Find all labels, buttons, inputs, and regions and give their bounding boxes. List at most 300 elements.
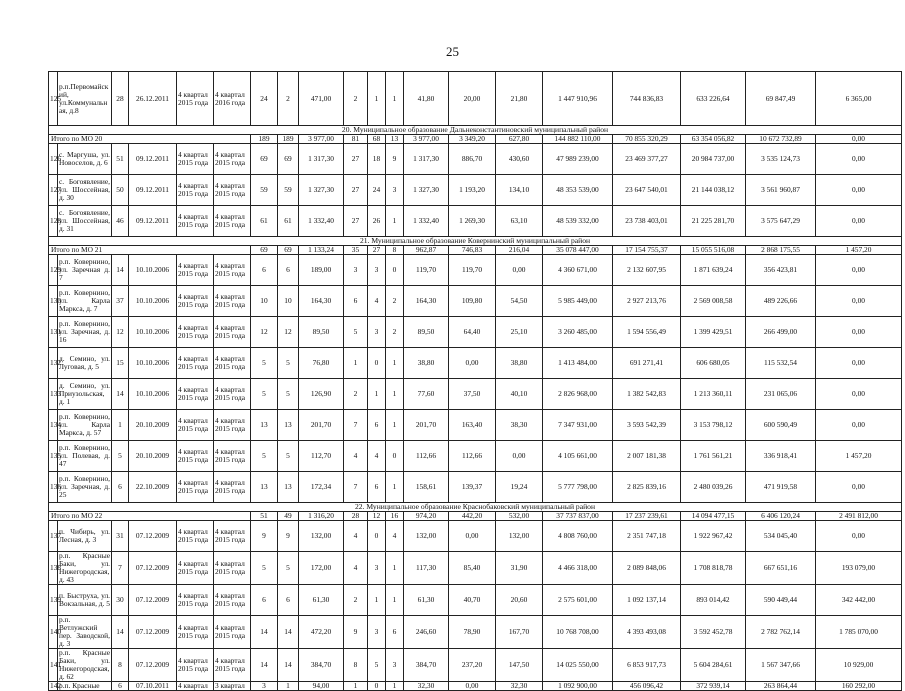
house-number: 7 bbox=[112, 552, 129, 585]
house-number: 8 bbox=[112, 649, 129, 682]
cell-c1: 5 bbox=[251, 379, 278, 410]
cell-c12: 15 055 516,08 bbox=[681, 246, 746, 255]
cell-c6: 1 bbox=[386, 585, 404, 616]
cell-c8: 64,40 bbox=[449, 317, 496, 348]
cell-c5: 0 bbox=[368, 348, 386, 379]
cell-c5: 1 bbox=[368, 72, 386, 126]
cell-c10: 144 882 110,00 bbox=[543, 135, 613, 144]
cell-c4: 2 bbox=[344, 379, 368, 410]
house-number: 37 bbox=[112, 286, 129, 317]
section-heading: 20. Муниципальное образование Дальнеконстантиновский муниципальный район bbox=[49, 126, 902, 135]
cell-c4: 27 bbox=[344, 206, 368, 237]
row-number: 139 bbox=[49, 585, 58, 616]
row-number: 136 bbox=[49, 472, 58, 503]
cell-c11: 6 853 917,73 bbox=[613, 649, 681, 682]
cell-c7: 246,60 bbox=[404, 616, 449, 649]
cell-c12: 3 153 798,12 bbox=[681, 410, 746, 441]
cell-c3: 3 977,00 bbox=[299, 135, 344, 144]
total-label: Итого по МО 22 bbox=[49, 512, 251, 521]
house-number: 30 bbox=[112, 585, 129, 616]
row-number: 141 bbox=[49, 649, 58, 682]
cell-c2: 1 bbox=[278, 682, 299, 691]
cell-c6: 1 bbox=[386, 206, 404, 237]
cell-c2: 14 bbox=[278, 616, 299, 649]
table-row bbox=[49, 616, 902, 649]
cell-c13: 3 575 647,29 bbox=[746, 206, 816, 237]
recognition-date: 09.12.2011 bbox=[129, 175, 177, 206]
cell-c1: 61 bbox=[251, 206, 278, 237]
recognition-date: 09.12.2011 bbox=[129, 144, 177, 175]
row-number: 131 bbox=[49, 317, 58, 348]
cell-c12: 20 984 737,00 bbox=[681, 144, 746, 175]
cell-c6: 1 bbox=[386, 410, 404, 441]
table-row bbox=[49, 317, 902, 348]
cell-c3: 189,00 bbox=[299, 255, 344, 286]
cell-c10: 2 575 601,00 bbox=[543, 585, 613, 616]
cell-c9: 430,60 bbox=[496, 144, 543, 175]
cell-c6: 1 bbox=[386, 72, 404, 126]
actual-quarter: 4 квартал 2015 года bbox=[214, 379, 251, 410]
cell-c7: 3 977,00 bbox=[404, 135, 449, 144]
cell-c12: 633 226,64 bbox=[681, 72, 746, 126]
cell-c1: 5 bbox=[251, 348, 278, 379]
cell-c3: 1 332,40 bbox=[299, 206, 344, 237]
cell-c4: 9 bbox=[344, 616, 368, 649]
recognition-date: 10.10.2006 bbox=[129, 348, 177, 379]
cell-c14: 0,00 bbox=[816, 379, 902, 410]
cell-c13: 356 423,81 bbox=[746, 255, 816, 286]
cell-c9: 0,00 bbox=[496, 441, 543, 472]
house-number: 6 bbox=[112, 682, 129, 691]
address: с. Богоявление, ул. Шоссейная, д. 30 bbox=[58, 175, 112, 206]
planned-quarter: 4 квартал 2015 года bbox=[177, 521, 214, 552]
cell-c10: 37 737 837,00 bbox=[543, 512, 613, 521]
actual-quarter: 4 квартал 2015 года bbox=[214, 286, 251, 317]
cell-c11: 17 154 755,37 bbox=[613, 246, 681, 255]
cell-c5: 26 bbox=[368, 206, 386, 237]
cell-c4: 4 bbox=[344, 521, 368, 552]
cell-c14: 1 785 070,00 bbox=[816, 616, 902, 649]
cell-c13: 590 449,44 bbox=[746, 585, 816, 616]
cell-c3: 112,70 bbox=[299, 441, 344, 472]
cell-c3: 132,00 bbox=[299, 521, 344, 552]
row-number: 134 bbox=[49, 410, 58, 441]
cell-c9: 167,70 bbox=[496, 616, 543, 649]
cell-c5: 3 bbox=[368, 552, 386, 585]
cell-c2: 6 bbox=[278, 255, 299, 286]
address: р.п.Первомайск ий, ул.Коммунальн ая, д.8 bbox=[58, 72, 112, 126]
actual-quarter: 4 квартал 2015 года bbox=[214, 552, 251, 585]
cell-c13: 600 590,49 bbox=[746, 410, 816, 441]
resettlement-table bbox=[48, 71, 902, 691]
cell-c8: 1 269,30 bbox=[449, 206, 496, 237]
cell-c9: 19,24 bbox=[496, 472, 543, 503]
cell-c14: 0,00 bbox=[816, 255, 902, 286]
cell-c4: 28 bbox=[344, 512, 368, 521]
cell-c3: 471,00 bbox=[299, 72, 344, 126]
cell-c6: 1 bbox=[386, 682, 404, 691]
cell-c7: 132,00 bbox=[404, 521, 449, 552]
actual-quarter: 4 квартал 2016 года bbox=[214, 72, 251, 126]
cell-c10: 10 768 708,00 bbox=[543, 616, 613, 649]
house-number: 14 bbox=[112, 255, 129, 286]
cell-c11: 1 092 137,14 bbox=[613, 585, 681, 616]
cell-c2: 13 bbox=[278, 472, 299, 503]
cell-c12: 1 708 818,78 bbox=[681, 552, 746, 585]
cell-c9: 132,00 bbox=[496, 521, 543, 552]
cell-c14: 342 442,00 bbox=[816, 585, 902, 616]
cell-c5: 1 bbox=[368, 585, 386, 616]
planned-quarter: 4 квартал 2015 года bbox=[177, 317, 214, 348]
recognition-date: 20.10.2009 bbox=[129, 441, 177, 472]
cell-c1: 24 bbox=[251, 72, 278, 126]
cell-c4: 27 bbox=[344, 144, 368, 175]
planned-quarter: 4 квартал 2015 года bbox=[177, 649, 214, 682]
cell-c5: 18 bbox=[368, 144, 386, 175]
cell-c14: 0,00 bbox=[816, 175, 902, 206]
cell-c4: 5 bbox=[344, 317, 368, 348]
cell-c12: 14 094 477,15 bbox=[681, 512, 746, 521]
cell-c6: 9 bbox=[386, 144, 404, 175]
address: р.п. Ковернино, ул. Заречная д. 7 bbox=[58, 255, 112, 286]
cell-c9: 21,80 bbox=[496, 72, 543, 126]
total-label: Итого по МО 20 bbox=[49, 135, 251, 144]
row-number: 142 bbox=[50, 681, 62, 690]
cell-c14: 0,00 bbox=[816, 206, 902, 237]
cell-c7: 158,61 bbox=[404, 472, 449, 503]
cell-c2: 69 bbox=[278, 144, 299, 175]
cell-c9: 0,00 bbox=[496, 255, 543, 286]
cell-c10: 48 539 332,00 bbox=[543, 206, 613, 237]
total-row bbox=[49, 512, 902, 521]
cell-c10: 4 808 760,00 bbox=[543, 521, 613, 552]
cell-c12: 21 225 281,70 bbox=[681, 206, 746, 237]
cell-c11: 2 089 848,06 bbox=[613, 552, 681, 585]
cell-c1: 6 bbox=[251, 255, 278, 286]
cell-c12: 21 144 038,12 bbox=[681, 175, 746, 206]
cell-c9: 38,30 bbox=[496, 410, 543, 441]
cell-c6: 0 bbox=[386, 255, 404, 286]
table-row bbox=[49, 552, 902, 585]
cell-c9: 627,80 bbox=[496, 135, 543, 144]
recognition-date: 07.10.2011 bbox=[129, 682, 177, 691]
address: р.п. Ковернино, ул. Карла Маркса, д. 7 bbox=[58, 286, 112, 317]
cell-c7: 164,30 bbox=[404, 286, 449, 317]
cell-c9: 20,60 bbox=[496, 585, 543, 616]
cell-c8: 37,50 bbox=[449, 379, 496, 410]
cell-c3: 172,00 bbox=[299, 552, 344, 585]
cell-c7: 962,87 bbox=[404, 246, 449, 255]
cell-c3: 1 133,24 bbox=[299, 246, 344, 255]
cell-c10: 1 447 910,96 bbox=[543, 72, 613, 126]
cell-c3: 1 327,30 bbox=[299, 175, 344, 206]
cell-c14: 0,00 bbox=[816, 410, 902, 441]
actual-quarter: 4 квартал 2015 года bbox=[214, 472, 251, 503]
cell-c13: 3 535 124,73 bbox=[746, 144, 816, 175]
cell-c13: 266 499,00 bbox=[746, 317, 816, 348]
cell-c3: 172,34 bbox=[299, 472, 344, 503]
cell-c5: 3 bbox=[368, 255, 386, 286]
cell-c5: 24 bbox=[368, 175, 386, 206]
address: р.п. Красные Баки, ул. Нижегородская, д. 43 bbox=[59, 551, 110, 584]
row-number: 128 bbox=[49, 206, 58, 237]
cell-c2: 5 bbox=[278, 379, 299, 410]
recognition-date: 20.10.2009 bbox=[129, 410, 177, 441]
cell-c13: 471 919,58 bbox=[746, 472, 816, 503]
row-number: 132 bbox=[49, 348, 58, 379]
cell-c5: 27 bbox=[368, 246, 386, 255]
cell-c13: 115 532,54 bbox=[746, 348, 816, 379]
cell-c5: 4 bbox=[368, 286, 386, 317]
cell-c13: 2 868 175,55 bbox=[746, 246, 816, 255]
cell-c5: 0 bbox=[368, 521, 386, 552]
cell-c4: 1 bbox=[344, 348, 368, 379]
page-number: 25 bbox=[446, 44, 459, 59]
planned-quarter: 4 квартал 2015 года bbox=[177, 379, 214, 410]
cell-c8: 0,00 bbox=[449, 682, 496, 691]
house-number: 14 bbox=[112, 379, 129, 410]
recognition-date: 10.10.2006 bbox=[129, 317, 177, 348]
cell-c4: 4 bbox=[344, 552, 368, 585]
cell-c8: 0,00 bbox=[449, 521, 496, 552]
cell-c11: 2 351 747,18 bbox=[613, 521, 681, 552]
table-row bbox=[49, 175, 902, 206]
row-number: 137 bbox=[49, 521, 58, 552]
cell-c9: 54,50 bbox=[496, 286, 543, 317]
row-number: 138 bbox=[49, 552, 58, 585]
cell-c8: 1 193,20 bbox=[449, 175, 496, 206]
cell-c2: 9 bbox=[278, 521, 299, 552]
cell-c3: 201,70 bbox=[299, 410, 344, 441]
cell-c11: 2 132 607,95 bbox=[613, 255, 681, 286]
cell-c7: 112,66 bbox=[404, 441, 449, 472]
actual-quarter: 4 квартал 2015 года bbox=[214, 585, 251, 616]
cell-c4: 81 bbox=[344, 135, 368, 144]
cell-c1: 12 bbox=[251, 317, 278, 348]
cell-c8: 442,20 bbox=[449, 512, 496, 521]
cell-c7: 201,70 bbox=[404, 410, 449, 441]
cell-c9: 38,80 bbox=[496, 348, 543, 379]
cell-c3: 164,30 bbox=[299, 286, 344, 317]
table-row bbox=[49, 441, 902, 472]
cell-c11: 17 237 239,61 bbox=[613, 512, 681, 521]
recognition-date: 22.10.2009 bbox=[129, 472, 177, 503]
cell-c12: 2 569 008,58 bbox=[681, 286, 746, 317]
cell-c4: 8 bbox=[344, 649, 368, 682]
cell-c6: 16 bbox=[386, 512, 404, 521]
cell-c12: 63 354 056,82 bbox=[681, 135, 746, 144]
house-number: 1 bbox=[112, 410, 129, 441]
cell-c10: 48 353 539,00 bbox=[543, 175, 613, 206]
cell-c12: 1 871 639,24 bbox=[681, 255, 746, 286]
cell-c7: 1 332,40 bbox=[404, 206, 449, 237]
house-number: 50 bbox=[112, 175, 129, 206]
address: р.п. Ковернино, ул. Заречная, д. 25 bbox=[58, 472, 112, 503]
cell-c13: 3 561 960,87 bbox=[746, 175, 816, 206]
planned-quarter: 4 квартал 2015 года bbox=[177, 410, 214, 441]
cell-c8: 0,00 bbox=[449, 348, 496, 379]
row-number: 135 bbox=[49, 441, 58, 472]
cell-c1: 13 bbox=[251, 472, 278, 503]
cell-c10: 35 078 447,00 bbox=[543, 246, 613, 255]
cell-c9: 40,10 bbox=[496, 379, 543, 410]
cell-c9: 532,00 bbox=[496, 512, 543, 521]
address: п. Быструха, ул. Вокзальная, д. 5 bbox=[58, 585, 112, 616]
cell-c5: 6 bbox=[368, 472, 386, 503]
cell-c10: 4 360 671,00 bbox=[543, 255, 613, 286]
recognition-date: 07.12.2009 bbox=[129, 649, 177, 682]
cell-c4: 35 bbox=[344, 246, 368, 255]
address: р.п. Ковернино, ул. Карла Маркса, д. 57 bbox=[58, 410, 112, 441]
cell-c6: 1 bbox=[386, 472, 404, 503]
cell-c13: 263 864,44 bbox=[746, 682, 816, 691]
cell-c3: 76,80 bbox=[299, 348, 344, 379]
cell-c9: 134,10 bbox=[496, 175, 543, 206]
row-number: 129 bbox=[49, 255, 58, 286]
cell-c10: 7 347 931,00 bbox=[543, 410, 613, 441]
recognition-date: 10.10.2006 bbox=[129, 286, 177, 317]
actual-quarter: 4 квартал 2015 года bbox=[214, 255, 251, 286]
cell-c12: 606 680,05 bbox=[681, 348, 746, 379]
cell-c2: 10 bbox=[278, 286, 299, 317]
table-body bbox=[49, 72, 902, 691]
cell-c12: 2 480 039,26 bbox=[681, 472, 746, 503]
cell-c2: 61 bbox=[278, 206, 299, 237]
actual-quarter: 4 квартал 2015 года bbox=[214, 649, 251, 682]
cell-c1: 51 bbox=[251, 512, 278, 521]
table-row bbox=[49, 255, 902, 286]
planned-quarter: 4 квартал 2015 года bbox=[177, 206, 214, 237]
cell-c8: 3 349,20 bbox=[449, 135, 496, 144]
cell-c11: 2 927 213,76 bbox=[613, 286, 681, 317]
recognition-date: 07.12.2009 bbox=[129, 552, 177, 585]
cell-c1: 3 bbox=[251, 682, 278, 691]
cell-c1: 69 bbox=[251, 144, 278, 175]
address: д. Семино, ул. Приузольская, д. 1 bbox=[58, 379, 112, 410]
cell-c9: 25,10 bbox=[496, 317, 543, 348]
cell-c2: 189 bbox=[278, 135, 299, 144]
cell-c14: 160 292,00 bbox=[816, 682, 902, 691]
actual-quarter: 4 квартал 2015 года bbox=[214, 441, 251, 472]
cell-c12: 1 213 360,11 bbox=[681, 379, 746, 410]
cell-c5: 12 bbox=[368, 512, 386, 521]
cell-c8: 139,37 bbox=[449, 472, 496, 503]
cell-c14: 6 365,00 bbox=[816, 72, 902, 126]
address: р.п. Ковернино, ул. Заречная, д. 16 bbox=[58, 317, 112, 348]
cell-c13: 2 782 762,14 bbox=[746, 616, 816, 649]
cell-c7: 1 327,30 bbox=[404, 175, 449, 206]
table-row bbox=[49, 521, 902, 552]
row-number: 130 bbox=[49, 286, 58, 317]
cell-c11: 2 825 839,16 bbox=[613, 472, 681, 503]
cell-c10: 14 025 550,00 bbox=[543, 649, 613, 682]
cell-c7: 1 317,30 bbox=[404, 144, 449, 175]
section-heading: 21. Муниципальное образование Ковернинский муниципальный район bbox=[49, 237, 902, 246]
cell-c2: 14 bbox=[278, 649, 299, 682]
cell-c9: 63,10 bbox=[496, 206, 543, 237]
cell-c1: 6 bbox=[251, 585, 278, 616]
cell-c5: 5 bbox=[368, 649, 386, 682]
planned-quarter: 4 квартал 2015 года bbox=[177, 472, 214, 503]
house-number: 28 bbox=[112, 72, 129, 126]
actual-quarter: 4 квартал 2015 года bbox=[214, 410, 251, 441]
cell-c14: 1 457,20 bbox=[816, 441, 902, 472]
section-heading: 22. Муниципальное образование Краснобаковский муниципальный район bbox=[49, 503, 902, 512]
planned-quarter: 4 квартал 2015 года bbox=[177, 72, 214, 126]
cell-c4: 6 bbox=[344, 286, 368, 317]
cell-c6: 3 bbox=[386, 175, 404, 206]
cell-c4: 4 bbox=[344, 441, 368, 472]
recognition-date: 10.10.2006 bbox=[129, 379, 177, 410]
cell-c1: 14 bbox=[251, 616, 278, 649]
cell-c10: 2 826 968,00 bbox=[543, 379, 613, 410]
cell-c3: 384,70 bbox=[299, 649, 344, 682]
cell-c11: 2 007 181,38 bbox=[613, 441, 681, 472]
cell-c11: 23 647 540,01 bbox=[613, 175, 681, 206]
cell-c13: 231 065,06 bbox=[746, 379, 816, 410]
cell-c4: 2 bbox=[344, 72, 368, 126]
cell-c14: 0,00 bbox=[816, 348, 902, 379]
house-number: 31 bbox=[112, 521, 129, 552]
cell-c3: 61,30 bbox=[299, 585, 344, 616]
cell-c3: 1 316,20 bbox=[299, 512, 344, 521]
cell-c2: 2 bbox=[278, 72, 299, 126]
address: п. Чибирь, ул. Лесная, д. 3 bbox=[58, 521, 112, 552]
cell-c11: 744 836,83 bbox=[613, 72, 681, 126]
cell-c8: 109,80 bbox=[449, 286, 496, 317]
recognition-date: 10.10.2006 bbox=[129, 255, 177, 286]
cell-c1: 59 bbox=[251, 175, 278, 206]
cell-c6: 6 bbox=[386, 616, 404, 649]
address: р.п. Ковернино, ул. Полевая, д. 47 bbox=[58, 441, 112, 472]
planned-quarter: 4 квартал 2015 года bbox=[177, 348, 214, 379]
cell-c2: 6 bbox=[278, 585, 299, 616]
cell-c13: 1 567 347,66 bbox=[746, 649, 816, 682]
planned-quarter: 4 квартал 2015 года bbox=[177, 175, 214, 206]
recognition-date: 07.12.2009 bbox=[129, 521, 177, 552]
cell-c14: 2 491 812,00 bbox=[816, 512, 902, 521]
cell-c6: 1 bbox=[386, 552, 404, 585]
cell-c13: 6 406 120,24 bbox=[746, 512, 816, 521]
row-number: 126 bbox=[49, 144, 58, 175]
cell-c5: 3 bbox=[368, 317, 386, 348]
cell-c1: 5 bbox=[251, 441, 278, 472]
cell-c10: 1 413 484,00 bbox=[543, 348, 613, 379]
actual-quarter: 4 квартал 2015 года bbox=[214, 521, 251, 552]
cell-c14: 10 929,00 bbox=[816, 649, 902, 682]
house-number: 12 bbox=[112, 317, 129, 348]
cell-c1: 13 bbox=[251, 410, 278, 441]
total-label: Итого по МО 21 bbox=[49, 246, 251, 255]
actual-quarter: 4 квартал 2015 года bbox=[214, 616, 251, 649]
planned-quarter: 4 квартал 2015 года bbox=[177, 616, 214, 649]
cell-c2: 5 bbox=[278, 348, 299, 379]
cell-c11: 1 594 556,49 bbox=[613, 317, 681, 348]
cell-c14: 0,00 bbox=[816, 144, 902, 175]
row-number: 125 bbox=[49, 72, 58, 126]
cell-c4: 7 bbox=[344, 410, 368, 441]
cell-c6: 8 bbox=[386, 246, 404, 255]
cell-c6: 1 bbox=[386, 379, 404, 410]
cell-c13: 336 918,41 bbox=[746, 441, 816, 472]
cell-c6: 0 bbox=[386, 441, 404, 472]
cell-c8: 78,90 bbox=[449, 616, 496, 649]
cell-c11: 456 096,42 bbox=[613, 682, 681, 691]
cell-c13: 667 651,16 bbox=[746, 552, 816, 585]
cell-c8: 119,70 bbox=[449, 255, 496, 286]
cell-c6: 3 bbox=[386, 649, 404, 682]
cell-c3: 472,20 bbox=[299, 616, 344, 649]
